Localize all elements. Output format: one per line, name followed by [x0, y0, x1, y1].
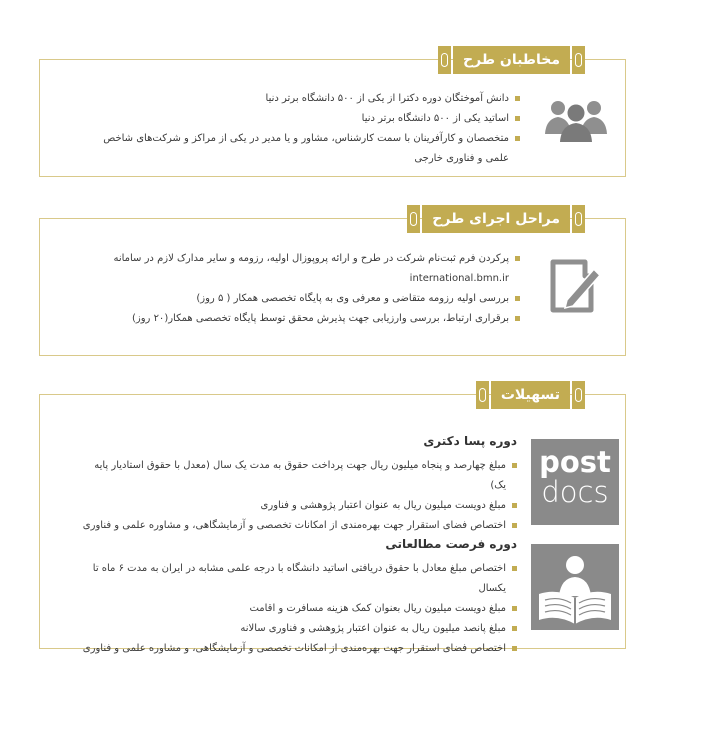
ornament-right-icon — [572, 205, 585, 233]
document-pen-icon — [547, 256, 607, 316]
ornament-left-icon — [407, 205, 420, 233]
audience-list — [80, 89, 520, 169]
list-item: اختصاص فضای استقرار جهت بهره‌مندی از امکانات تخصصی و آزمایشگاهی، و مشاوره علمی و فناوری — [77, 516, 517, 536]
stages-title: مراحل اجرای طرح — [422, 205, 570, 233]
list-item: اختصاص فضای استقرار جهت بهره‌مندی از امکانات تخصصی و آزمایشگاهی، و مشاوره علمی و فناوری — [77, 639, 517, 659]
audience-section — [39, 52, 626, 177]
stages-list — [80, 249, 520, 329]
list-item: اساتید یکی از ۵۰۰ دانشگاه برتر دنیا — [80, 109, 520, 129]
audience-title-banner — [438, 46, 585, 74]
sabbatical-list — [77, 559, 517, 659]
ornament-right-icon — [572, 46, 585, 74]
people-group-icon — [543, 94, 609, 144]
audience-title: مخاطبان طرح — [453, 46, 570, 74]
facilities-title: تسهیلات — [491, 381, 570, 409]
list-item: بررسی اولیه رزومه متقاضی و معرفی وی به پایگاه تخصصی همکار ( ۵ روز) — [80, 289, 520, 309]
list-item: دانش آموختگان دوره دکترا از یکی از ۵۰۰ دانشگاه برتر دنیا — [80, 89, 520, 109]
list-item: مبلغ چهارصد و پنجاه میلیون ریال جهت پرداخت حقوق به مدت یک سال (معدل با حقوق استادیار پایه یک) — [77, 456, 517, 496]
tile-text-docs: docs — [541, 475, 609, 509]
list-item: مبلغ دویست میلیون ریال بعنوان کمک هزینه مسافرت و اقامت — [77, 599, 517, 619]
tile-text-post: post — [539, 445, 611, 479]
list-item: برقراری ارتباط، بررسی وارزیابی جهت پذیرش محقق توسط پایگاه تخصصی همکار(۲۰ روز) — [80, 309, 520, 329]
ornament-left-icon — [476, 381, 489, 409]
facilities-title-banner — [476, 381, 585, 409]
facilities-section — [39, 387, 626, 654]
postdoc-heading: دوره پسا دکتری — [423, 434, 517, 448]
list-item: مبلغ دویست میلیون ریال به عنوان اعتبار پژوهشی و فناوری — [77, 496, 517, 516]
ornament-right-icon — [572, 381, 585, 409]
ornament-left-icon — [438, 46, 451, 74]
reader-book-icon — [531, 544, 619, 630]
list-item: اختصاص مبلغ معادل با حقوق دریافتی اساتید دانشگاه با درجه علمی مشابه در ایران به مدت ۶ ماه تا یکسال — [77, 559, 517, 599]
postdoc-list — [77, 456, 517, 536]
list-item: پرکردن فرم ثبت‌نام شرکت در طرح و ارائه پروپوزال اولیه، رزومه و سایر مدارک لازم در سامانه international.bmn.ir — [80, 249, 520, 289]
sabbatical-tile — [531, 544, 619, 630]
stages-title-banner — [407, 205, 585, 233]
stages-section — [39, 211, 626, 356]
list-item: متخصصان و کارآفرینان با سمت کارشناس، مشاور و یا مدیر در یکی از مراکز و شرکت‌های شاخص علمی و فناوری خارجی — [80, 129, 520, 169]
list-item: مبلغ پانصد میلیون ریال به عنوان اعتبار پژوهشی و فناوری سالانه — [77, 619, 517, 639]
sabbatical-heading: دوره فرصت مطالعاتی — [385, 537, 517, 551]
postdocs-tile — [531, 439, 619, 525]
